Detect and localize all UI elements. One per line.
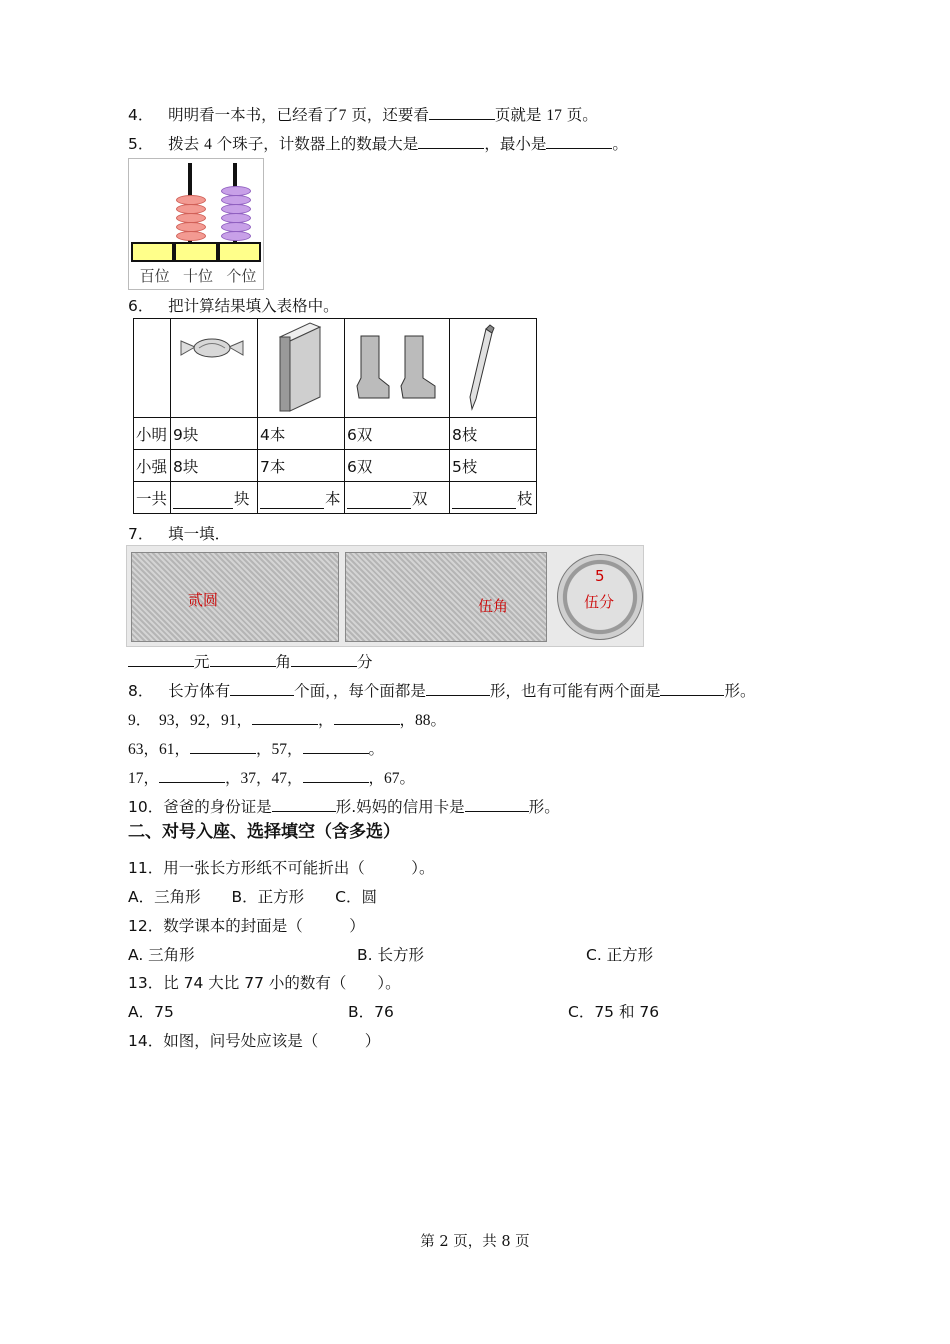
table-total-row: 一共 块 本 双 枝 (134, 482, 537, 514)
question-number: 6． (128, 297, 154, 315)
answer-blank[interactable] (546, 134, 612, 149)
question-number: 5． (128, 135, 154, 153)
socks-icon (347, 326, 443, 406)
option-b[interactable]: B．正方形 (231, 888, 305, 906)
question-number: 13． (128, 974, 164, 992)
socks-cell (345, 319, 450, 418)
answer-blank[interactable] (252, 710, 318, 725)
answer-blank[interactable] (291, 652, 357, 667)
bead (176, 231, 206, 241)
option-a[interactable]: A．三角形 (128, 888, 201, 906)
answer-blank[interactable] (452, 494, 516, 509)
results-table (133, 318, 537, 514)
section-title: 二、对号入座、选择填空（含多选） (128, 822, 400, 842)
question-9-line-3: 17， ，37，47， ，67。 (128, 770, 416, 787)
pencil-cell (450, 319, 537, 418)
answer-blank[interactable] (660, 681, 724, 696)
book-cell (258, 319, 345, 418)
question-number: 7． (128, 525, 154, 543)
candy-cell (171, 319, 258, 418)
table-header-row (134, 319, 537, 418)
five-jiao-note (345, 552, 547, 642)
question-number: 9． (128, 712, 152, 729)
abacus-base (131, 242, 261, 262)
answer-blank[interactable] (426, 681, 490, 696)
question-11: 11．用一张长方形纸不可能折出（ ）。 (128, 859, 435, 877)
money-answer-line: 元 角 分 (128, 652, 373, 672)
table-row: 小明 9块 4本 6双 8枝 (134, 418, 537, 450)
question-13: 13．比 74 大比 77 小的数有（ ）。 (128, 974, 401, 992)
candy-icon (173, 321, 251, 411)
question-13-option-a[interactable]: A．75 (128, 1003, 174, 1021)
tens-label: 十位 (182, 267, 213, 285)
question-11-options (128, 887, 377, 907)
answer-blank[interactable] (230, 681, 294, 696)
table-row: 小强 8块 7本 6双 5枝 (134, 450, 537, 482)
abacus-figure (128, 158, 264, 290)
note-denomination: 伍角 (478, 597, 509, 615)
hundreds-label: 百位 (139, 267, 170, 285)
answer-blank[interactable] (429, 105, 495, 120)
question-13-option-b[interactable]: B．76 (348, 1003, 394, 1021)
question-number: 14． (128, 1032, 164, 1050)
five-fen-coin: 5 伍分 (557, 554, 643, 640)
question-7: 7． 填一填． (128, 525, 231, 543)
question-10: 10．爸爸的身份证是 形.妈妈的信用卡是 形。 (128, 798, 560, 816)
answer-blank[interactable] (210, 652, 276, 667)
question-9: 9． 93，92，91， ， ，88。 (128, 712, 447, 729)
answer-blank[interactable] (173, 494, 233, 509)
question-14: 14．如图，问号处应该是（ ） (128, 1032, 381, 1050)
answer-blank[interactable] (334, 710, 400, 725)
answer-blank[interactable] (347, 494, 411, 509)
question-number: 11． (128, 859, 164, 877)
page-footer: 第 2 页，共 8 页 (420, 1234, 530, 1250)
money-figure (126, 545, 644, 647)
question-9-line-2: 63，61， ，57， 。 (128, 741, 385, 758)
question-number: 4． (128, 106, 154, 124)
question-12: 12．数学课本的封面是（ ） (128, 917, 365, 935)
answer-blank[interactable] (159, 768, 225, 783)
answer-blank[interactable] (303, 739, 369, 754)
answer-blank[interactable] (272, 797, 336, 812)
question-6: 6． 把计算结果填入表格中。 (128, 297, 339, 315)
note-denomination: 贰圆 (188, 591, 219, 609)
book-icon (260, 319, 338, 413)
answer-blank[interactable] (260, 494, 324, 509)
question-number: 8． (128, 682, 154, 700)
place-value-labels (133, 265, 263, 286)
two-yuan-note (131, 552, 339, 642)
question-12-option-b[interactable]: B. 长方形 (357, 946, 424, 964)
pencil-icon (452, 319, 512, 413)
bead (221, 231, 251, 241)
question-12-option-a[interactable]: A. 三角形 (128, 946, 195, 964)
answer-blank[interactable] (303, 768, 369, 783)
question-13-option-c[interactable]: C．75 和 76 (568, 1003, 660, 1021)
question-number: 12． (128, 917, 164, 935)
option-c[interactable]: C．圆 (335, 888, 377, 906)
answer-blank[interactable] (190, 739, 256, 754)
question-8: 8． 长方体有 个面，，每个面都是 形，也有可能有两个面是 形。 (128, 682, 756, 700)
question-4: 4． 明明看一本书，已经看了7 页，还要看 页就是 17 页。 (128, 106, 598, 124)
answer-blank[interactable] (128, 652, 194, 667)
answer-blank[interactable] (465, 797, 529, 812)
question-5: 5． 拨去 4 个珠子，计数器上的数最大是 ，最小是 。 (128, 135, 628, 153)
ones-label: 个位 (226, 267, 257, 285)
question-number: 10． (128, 798, 164, 816)
question-12-option-c[interactable]: C. 正方形 (586, 946, 654, 964)
answer-blank[interactable] (418, 134, 484, 149)
